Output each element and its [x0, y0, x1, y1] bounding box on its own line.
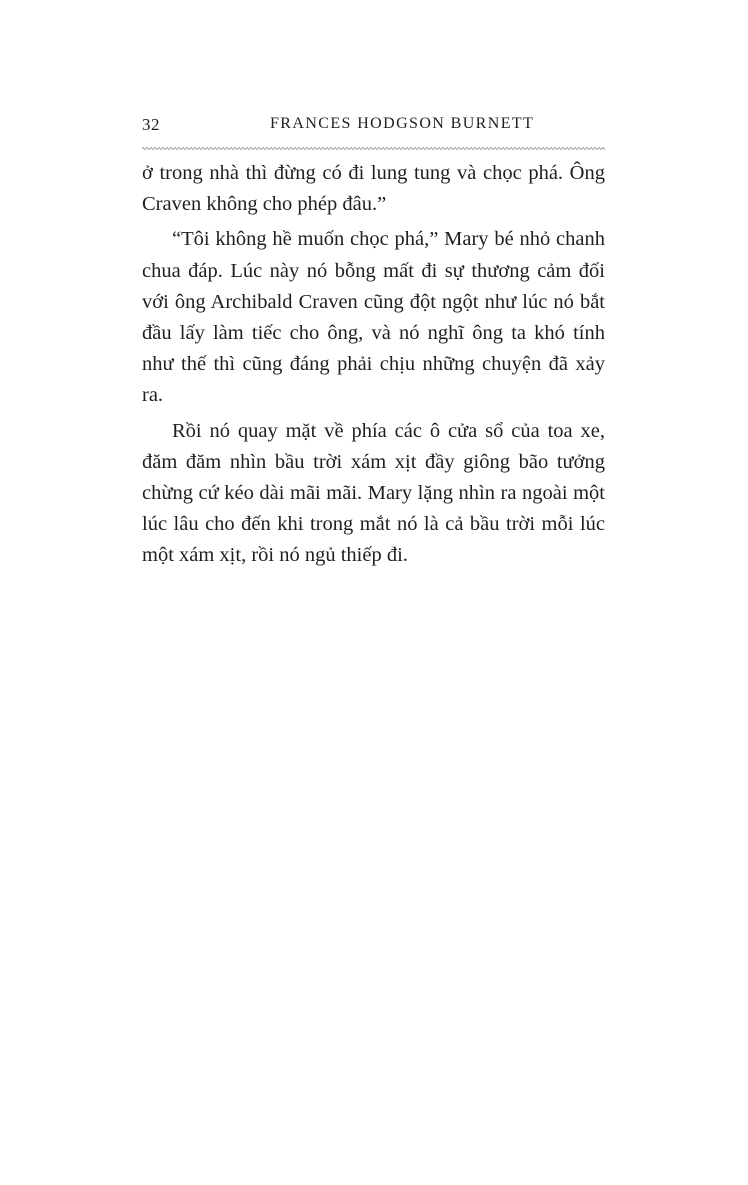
body-text — [142, 158, 605, 576]
paragraph-dialogue: “Tôi không hề muốn chọc phá,” Mary bé nhỏ chanh chua đáp. Lúc này nó bỗng mất đi sự thương cảm đối với ông Archibald Craven cũng đột ngột như lúc nó bắt đầu lấy làm tiếc cho ông, và nó nghĩ ông ta khó tính như thế thì cũng đáng phải chịu những chuyện đã xảy ra. — [142, 228, 605, 407]
running-head-author: FRANCES HODGSON BURNETT — [270, 115, 535, 132]
page-number: 32 — [142, 115, 160, 134]
running-head — [142, 112, 605, 144]
paragraph-continuation: ở trong nhà thì đừng có đi lung tung và chọc phá. Ông Craven không cho phép đâu.” — [142, 162, 605, 216]
header-wavy-rule — [142, 146, 605, 151]
paragraph-narration: Rồi nó quay mặt về phía các ô cửa sổ của toa xe, đăm đăm nhìn bầu trời xám xịt đầy giông bão tưởng chừng cứ kéo dài mãi mãi. Mary lặng nhìn ra ngoài một lúc lâu cho đến khi trong mắt nó là cả bầu trời mỗi lúc một xám xịt, rồi nó ngủ thiếp đi. — [142, 419, 605, 567]
